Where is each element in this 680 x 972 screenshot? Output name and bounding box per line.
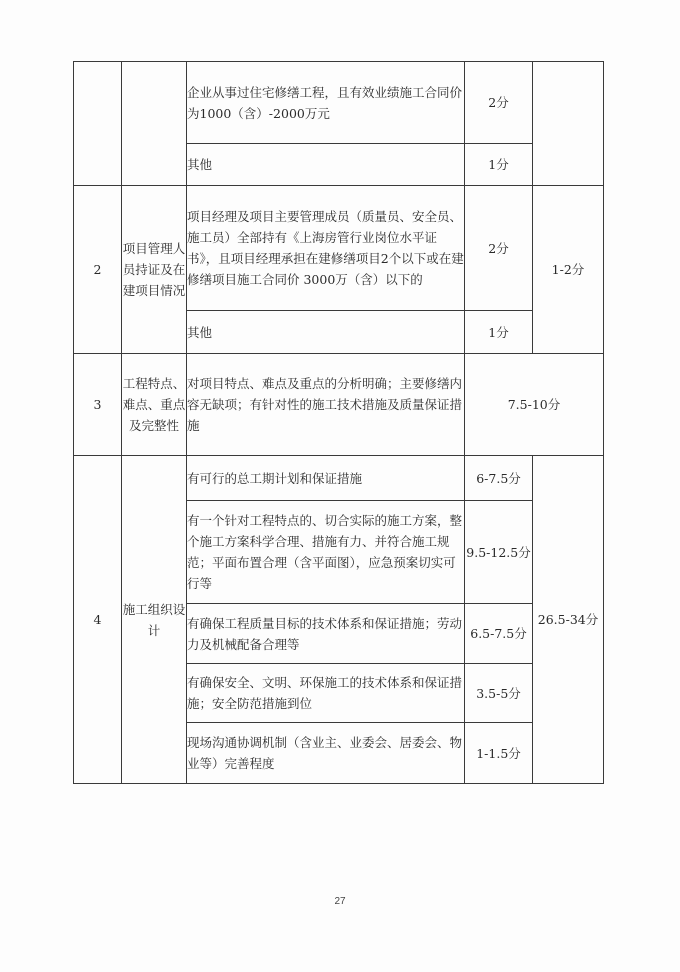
score-cell: 2分 xyxy=(465,186,533,311)
criterion-cell: 有确保安全、文明、环保施工的技术体系和保证措施；安全防范措施到位 xyxy=(187,664,465,723)
row-category xyxy=(122,62,187,186)
total-score-cell: 7.5-10分 xyxy=(465,354,604,456)
table-row xyxy=(74,354,604,456)
total-score-cell: 26.5-34分 xyxy=(533,456,604,784)
criterion-cell: 其他 xyxy=(187,144,465,186)
score-cell: 1-1.5分 xyxy=(465,723,533,784)
page-number: 27 xyxy=(334,896,346,907)
row-category: 工程特点、难点、重点及完整性 xyxy=(122,354,187,456)
table-row xyxy=(74,186,604,311)
score-cell: 1分 xyxy=(465,144,533,186)
criterion-cell: 其他 xyxy=(187,311,465,354)
row-number: 3 xyxy=(74,354,122,456)
criterion-cell: 有可行的总工期计划和保证措施 xyxy=(187,456,465,501)
score-cell: 1分 xyxy=(465,311,533,354)
criterion-cell: 企业从事过住宅修缮工程，且有效业绩施工合同价为1000（含）-2000万元 xyxy=(187,62,465,144)
score-cell: 2分 xyxy=(465,62,533,144)
criterion-cell: 有确保工程质量目标的技术体系和保证措施；劳动力及机械配备合理等 xyxy=(187,604,465,664)
row-category: 项目管理人员持证及在建项目情况 xyxy=(122,186,187,354)
row-number: 2 xyxy=(74,186,122,354)
criterion-cell: 有一个针对工程特点的、切合实际的施工方案，整个施工方案科学合理、措施有力、并符合施工规范；平面布置合理（含平面图），应急预案切实可行等 xyxy=(187,501,465,604)
criterion-cell: 现场沟通协调机制（含业主、业委会、居委会、物业等）完善程度 xyxy=(187,723,465,784)
table-row xyxy=(74,62,604,144)
score-cell: 3.5-5分 xyxy=(465,664,533,723)
score-cell: 9.5-12.5分 xyxy=(465,501,533,604)
total-score-cell xyxy=(533,62,604,186)
score-cell: 6.5-7.5分 xyxy=(465,604,533,664)
score-cell: 6-7.5分 xyxy=(465,456,533,501)
criterion-cell: 对项目特点、难点及重点的分析明确；主要修缮内容无缺项；有针对性的施工技术措施及质量保证措施 xyxy=(187,354,465,456)
total-score-cell: 1-2分 xyxy=(533,186,604,354)
row-number: 4 xyxy=(74,456,122,784)
table-row xyxy=(74,456,604,501)
row-category: 施工组织设计 xyxy=(122,456,187,784)
criterion-cell: 项目经理及项目主要管理成员（质量员、安全员、施工员）全部持有《上海房管行业岗位水平证书》，且项目经理承担在建修缮项目2个以下或在建修缮项目施工合同价 3000万（含）以下的 xyxy=(187,186,465,311)
row-number xyxy=(74,62,122,186)
scoring-table xyxy=(73,61,604,784)
